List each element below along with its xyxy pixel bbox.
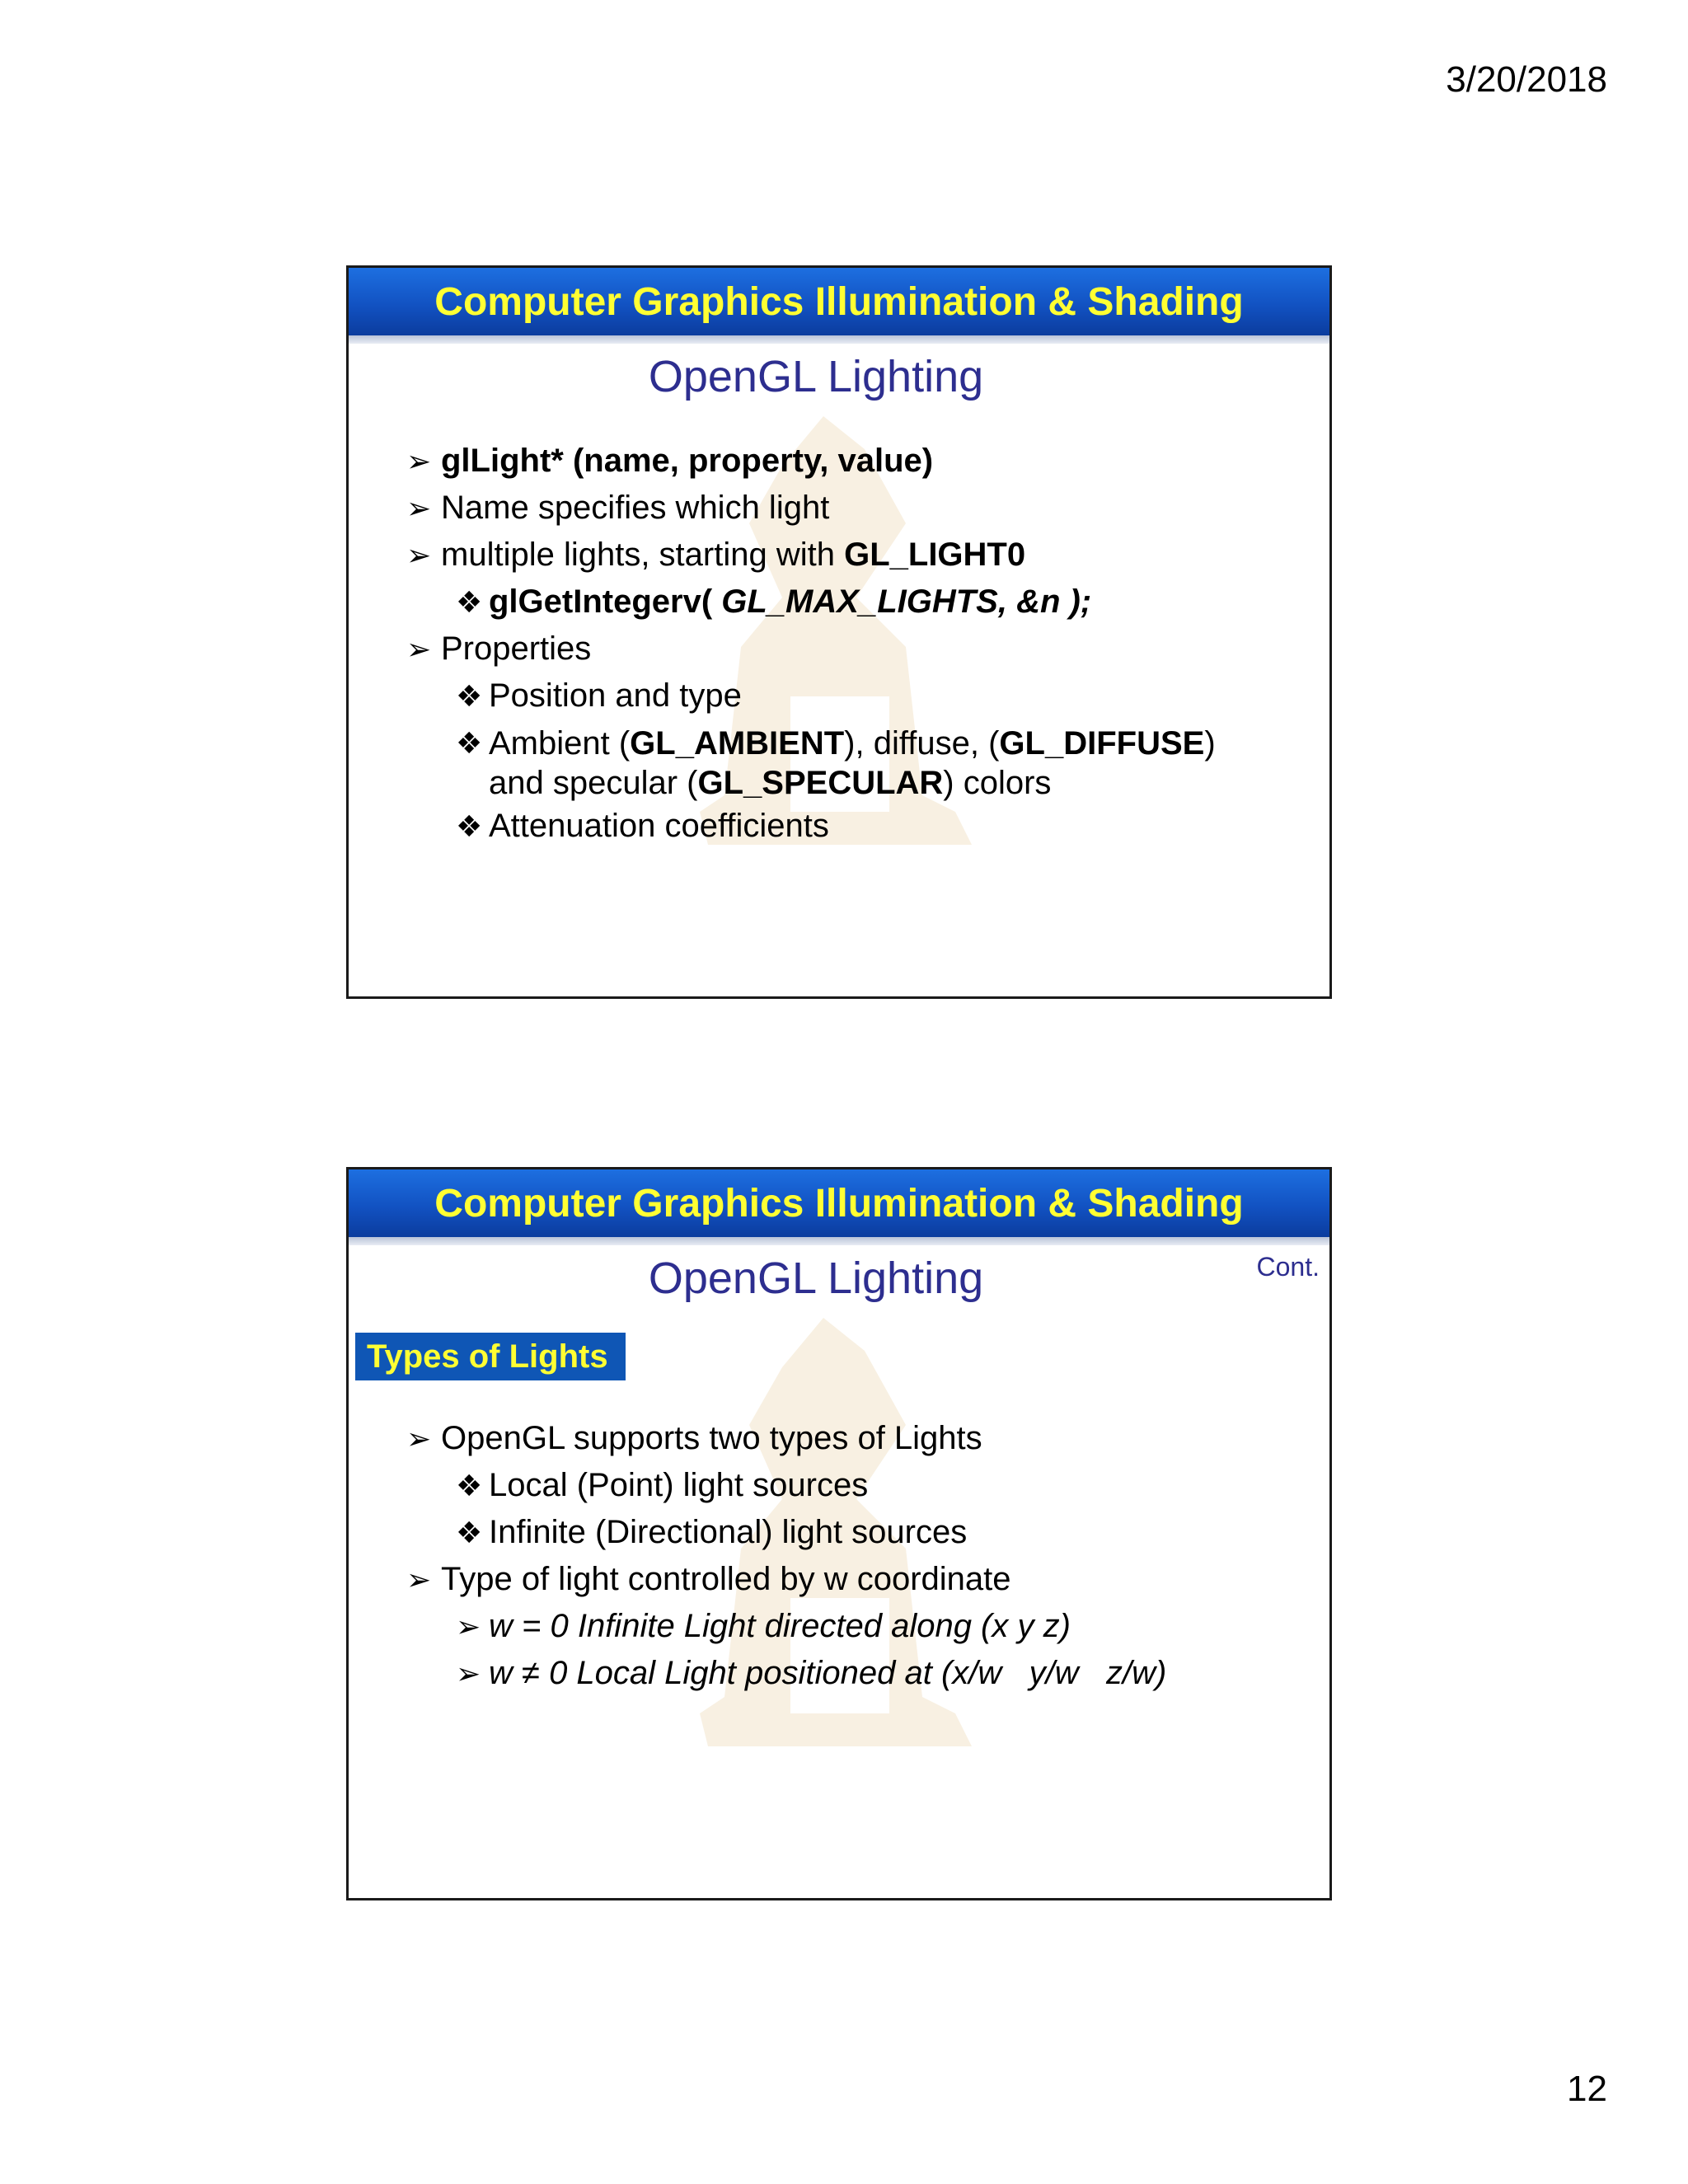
list-item — [406, 1650, 1296, 1697]
list-item — [406, 1603, 1296, 1650]
arrowhead-bullet-icon: ➢ — [456, 1610, 481, 1643]
slide-header-title: Computer Graphics Illumination & Shading — [434, 279, 1244, 324]
page-number: 12 — [1567, 2069, 1607, 2109]
list-item-text: Position and type — [489, 677, 742, 714]
arrowhead-bullet-icon: ➢ — [406, 538, 432, 572]
list-item-text: glLight* (name, property, value) — [441, 443, 934, 479]
list-item — [406, 719, 1296, 803]
slide-header-title: Computer Graphics Illumination & Shading — [434, 1181, 1244, 1226]
list-item-text: Infinite (Directional) light sources — [489, 1514, 968, 1550]
page-date: 3/20/2018 — [1446, 59, 1607, 100]
slide-header — [349, 1169, 1329, 1237]
slide-2 — [346, 1167, 1332, 1900]
slide-1-bullets — [406, 438, 1296, 850]
list-item — [406, 1415, 1296, 1462]
list-item — [406, 532, 1296, 579]
list-item — [406, 579, 1296, 626]
arrowhead-bullet-icon: ➢ — [406, 632, 432, 666]
list-item-text: OpenGL supports two types of Lights — [441, 1420, 982, 1456]
arrowhead-bullet-icon: ➢ — [406, 1563, 432, 1596]
list-item-text: w ≠ 0 Local Light positioned at (x/w y/w z/w) — [489, 1655, 1167, 1691]
list-item — [406, 438, 1296, 485]
list-item-text: glGetIntegerv( GL_MAX_LIGHTS, &n ); — [489, 583, 1092, 620]
four-diamond-bullet-icon: ❖ — [456, 1516, 483, 1549]
four-diamond-bullet-icon: ❖ — [456, 1469, 483, 1502]
arrowhead-bullet-icon: ➢ — [406, 491, 432, 525]
list-item-text: multiple lights, starting with GL_LIGHT0 — [441, 537, 1026, 573]
list-item-text: Local (Point) light sources — [489, 1467, 869, 1503]
arrowhead-bullet-icon: ➢ — [406, 444, 432, 478]
list-item — [406, 1509, 1296, 1556]
list-item — [406, 803, 1296, 850]
list-item — [406, 1462, 1296, 1509]
header-shadow-band — [349, 335, 1329, 344]
arrowhead-bullet-icon: ➢ — [456, 1657, 481, 1690]
list-item-text: w = 0 Infinite Light directed along (x y z) — [489, 1608, 1071, 1644]
four-diamond-bullet-icon: ❖ — [456, 726, 483, 760]
list-item — [406, 673, 1296, 719]
list-item-text: Attenuation coefficients — [489, 808, 829, 844]
four-diamond-bullet-icon: ❖ — [456, 679, 483, 713]
slide-subtitle: OpenGL Lighting — [648, 352, 984, 401]
arrowhead-bullet-icon: ➢ — [406, 1422, 432, 1455]
four-diamond-bullet-icon: ❖ — [456, 809, 483, 843]
continued-label: Cont. — [1256, 1252, 1320, 1282]
slide-header — [349, 268, 1329, 335]
list-item — [406, 626, 1296, 673]
section-badge: Types of Lights — [355, 1333, 626, 1380]
slide-subtitle: OpenGL Lighting — [648, 1254, 984, 1303]
list-item-text: Properties — [441, 630, 592, 667]
list-item — [406, 485, 1296, 532]
header-shadow-band — [349, 1237, 1329, 1245]
four-diamond-bullet-icon: ❖ — [456, 585, 483, 619]
slide-1 — [346, 265, 1332, 999]
list-item-text: Type of light controlled by w coordinate — [441, 1561, 1011, 1597]
list-item-text: Ambient (GL_AMBIENT), diffuse, (GL_DIFFUSE) and specular (GL_SPECULAR) colors — [489, 725, 1216, 801]
list-item — [406, 1556, 1296, 1603]
slide-2-bullets — [406, 1415, 1296, 1697]
list-item-text: Name specifies which light — [441, 490, 830, 526]
